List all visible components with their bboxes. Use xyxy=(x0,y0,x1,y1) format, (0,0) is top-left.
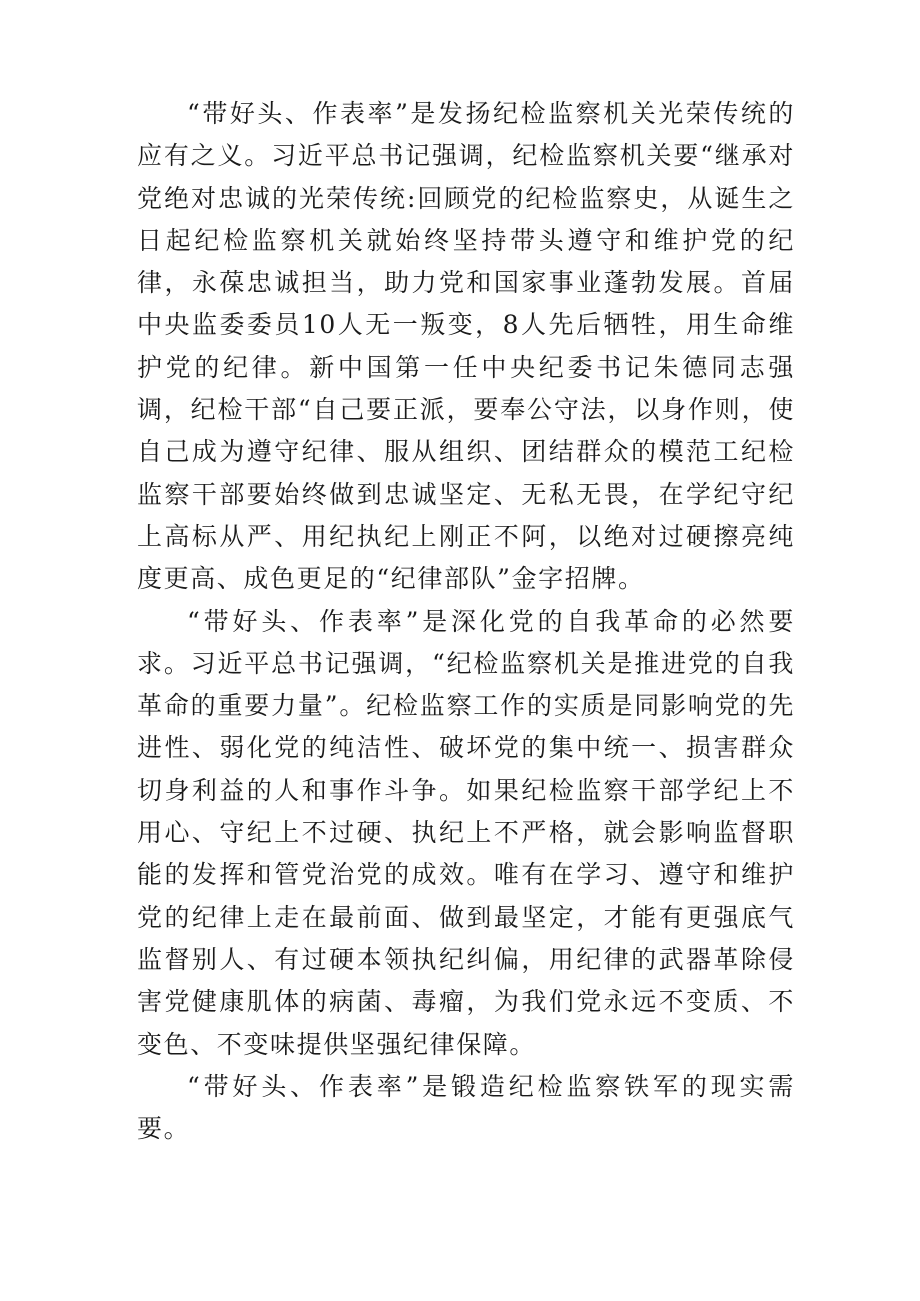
paragraph-2: “带好头、作表率”是深化党的自我革命的必然要求。习近平总书记强调，“纪检监察机关是推进党的自我革命的重要力量”。纪检监察工作的实质是同影响党的先进性、弱化党的纯洁性、破坏党的集中统一、损害群众切身利益的人和事作斗争。如果纪检监察干部学纪上不用心、守纪上不过硬、执纪上不严格，就会影响监督职能的发挥和管党治党的成效。唯有在学习、遵守和维护党的纪律上走在最前面、做到最坚定，才能有更强底气监督别人、有过硬本领执纪纠偏，用纪律的武器革除侵害党健康肌体的病菌、毒瘤，为我们党永远不变质、不变色、不变味提供坚强纪律保障。 xyxy=(137,606,795,1059)
document-body xyxy=(137,93,795,1150)
paragraph-3: “带好头、作表率”是锻造纪检监察铁军的现实需要。 xyxy=(137,1071,795,1144)
paragraph-1: “带好头、作表率”是发扬纪检监察机关光荣传统的应有之义。习近平总书记强调，纪检监察机关要“继承对党绝对忠诚的光荣传统:回顾党的纪检监察史，从诞生之日起纪检监察机关就始终坚持带头遵守和维护党的纪律，永葆忠诚担当，助力党和国家事业蓬勃发展。首届中央监委委员10人无一叛变，8人先后牺牲，用生命维护党的纪律。新中国第一任中央纪委书记朱德同志强调，纪检干部“自己要正派，要奉公守法，以身作则，使自己成为遵守纪律、服从组织、团结群众的模范工纪检监察干部要始终做到忠诚坚定、无私无畏，在学纪守纪上高标从严、用纪执纪上刚正不阿，以绝对过硬擦亮纯度更高、成色更足的“纪律部队”金字招牌。 xyxy=(137,99,795,594)
